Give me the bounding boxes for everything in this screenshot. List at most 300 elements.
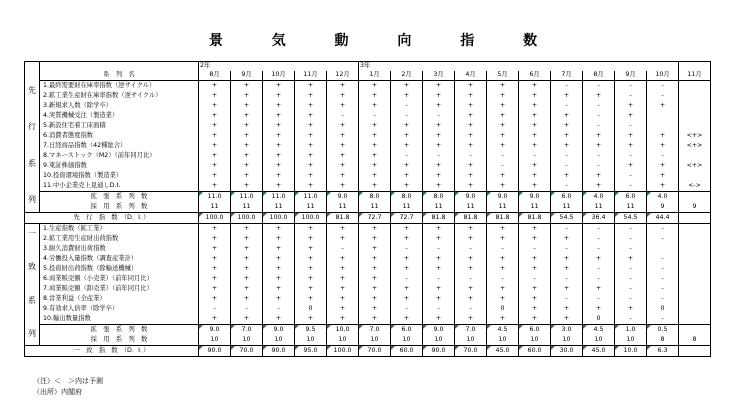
coincident-row: [25, 264, 711, 274]
sign-cell: +: [359, 141, 391, 151]
sign-cell: +: [551, 304, 583, 314]
sign-cell: [679, 151, 711, 161]
sign-cell: +: [583, 131, 615, 141]
sign-cell: +: [455, 141, 487, 151]
di-cell: 72.7: [391, 213, 423, 224]
sign-cell: [679, 284, 711, 294]
sign-cell: -: [647, 254, 679, 264]
sign-cell: +: [423, 294, 455, 304]
adopt-cell: 11: [199, 202, 231, 213]
year-cell: [455, 62, 487, 72]
expand-cell: 7.0: [455, 325, 487, 336]
sign-cell: +: [327, 141, 359, 151]
sign-cell: -: [391, 151, 423, 161]
leading-series-name: 2.鉱工業生産財在庫率指数（逆サイクル）: [40, 91, 199, 101]
sign-cell: +: [551, 284, 583, 294]
sign-cell: +: [391, 234, 423, 244]
sign-cell: -: [615, 294, 647, 304]
sign-cell: +: [647, 181, 679, 192]
sign-cell: +: [295, 244, 327, 254]
sign-cell: +: [423, 91, 455, 101]
sign-cell: +: [487, 284, 519, 294]
expand-cell: 7.0: [359, 325, 391, 336]
sign-cell: +: [615, 254, 647, 264]
sign-cell: +: [295, 224, 327, 235]
coincident-series-name: 1.生産指数（鉱工業）: [40, 224, 199, 235]
leading-row: [25, 141, 711, 151]
di-cell: 60.0: [519, 346, 551, 357]
sign-cell: -: [615, 274, 647, 284]
sign-cell: +: [487, 91, 519, 101]
sign-cell: -: [391, 244, 423, 254]
sign-cell: +: [359, 101, 391, 111]
sign-cell: +: [519, 304, 551, 314]
header-corner-name: [40, 62, 199, 72]
sign-cell: -: [615, 171, 647, 181]
leading-row: [25, 151, 711, 161]
coincident-series-name: 9.有効求人倍率（除学卒）: [40, 304, 199, 314]
sign-cell: -: [487, 161, 519, 171]
expand-cell: 9.0: [263, 325, 295, 336]
side-char: 先: [28, 85, 36, 95]
sign-cell: +: [455, 91, 487, 101]
sign-cell: +: [327, 91, 359, 101]
sign-cell: +: [455, 234, 487, 244]
sign-cell: -: [327, 244, 359, 254]
sign-cell: 0: [647, 304, 679, 314]
sign-cell: +: [391, 81, 423, 92]
sign-cell: +: [583, 254, 615, 264]
sign-cell: +: [231, 234, 263, 244]
sign-cell: +: [359, 294, 391, 304]
sign-cell: +: [199, 171, 231, 181]
sign-cell: -: [647, 224, 679, 235]
adopt-cell: 10: [327, 335, 359, 346]
sign-cell: +: [359, 224, 391, 235]
sign-cell: +: [231, 91, 263, 101]
sign-cell: +: [487, 131, 519, 141]
expand-cell: 4.0: [647, 192, 679, 203]
sign-cell: -: [647, 284, 679, 294]
expand-cell: 9.0: [487, 192, 519, 203]
sign-cell: +: [263, 314, 295, 325]
sign-cell: +: [295, 121, 327, 131]
sign-cell: +: [231, 111, 263, 121]
sign-cell: +: [263, 171, 295, 181]
sign-cell: +: [359, 121, 391, 131]
sign-cell: [679, 244, 711, 254]
sign-cell: +: [199, 274, 231, 284]
sign-cell: +: [423, 254, 455, 264]
sign-cell: +: [519, 294, 551, 304]
sign-cell: +: [199, 294, 231, 304]
sign-cell: +: [231, 294, 263, 304]
sign-cell: +: [359, 314, 391, 325]
sign-cell: -: [647, 81, 679, 92]
sign-cell: [679, 274, 711, 284]
di-cell: 30.0: [551, 346, 583, 357]
leading-row: [25, 101, 711, 111]
sign-cell: +: [519, 121, 551, 131]
expand-cell: 10.0: [327, 325, 359, 336]
sign-cell: +: [487, 121, 519, 131]
sign-cell: -: [583, 274, 615, 284]
sign-cell: -: [359, 111, 391, 121]
sign-cell: +: [391, 294, 423, 304]
sign-cell: -: [423, 274, 455, 284]
sign-cell: -: [423, 304, 455, 314]
year-cell: [551, 62, 583, 72]
coincident-row: [25, 254, 711, 264]
sign-cell: +: [295, 131, 327, 141]
sign-cell: +: [551, 234, 583, 244]
di-cell: 90.0: [423, 346, 455, 357]
coincident-row: [25, 314, 711, 325]
sign-cell: +: [391, 254, 423, 264]
note-source: （出所）内閣府: [33, 388, 82, 396]
expand-cell: 9.0: [455, 192, 487, 203]
adopt-cell: 11: [551, 202, 583, 213]
sign-cell: +: [231, 161, 263, 171]
sign-cell: +: [423, 121, 455, 131]
sign-cell: +: [263, 244, 295, 254]
sign-cell: +: [423, 314, 455, 325]
header-corner-side: [25, 62, 40, 81]
sign-cell: +: [295, 141, 327, 151]
adopt-cell: 10: [199, 335, 231, 346]
expand-cell: 6.0: [551, 192, 583, 203]
year-label: 3年: [359, 62, 391, 72]
sign-cell: [679, 234, 711, 244]
series-name-header: 系 列 名: [40, 71, 199, 81]
sign-cell: +: [487, 224, 519, 235]
leading-expand-row: [25, 192, 711, 203]
di-cell: 81.8: [455, 213, 487, 224]
sign-cell: +: [519, 314, 551, 325]
expand-cell: 8.0: [391, 192, 423, 203]
sign-cell: +: [551, 141, 583, 151]
coincident-adopt-row: [25, 335, 711, 346]
sign-cell: +: [455, 161, 487, 171]
sign-cell: +: [359, 151, 391, 161]
leading-row: [25, 171, 711, 181]
sign-cell: +: [583, 304, 615, 314]
sign-cell: +: [263, 181, 295, 192]
di-cell: 90.0: [199, 346, 231, 357]
sign-cell: [647, 244, 679, 254]
sign-cell: +: [583, 91, 615, 101]
sign-cell: -: [551, 274, 583, 284]
adopt-cell: 9: [679, 202, 711, 213]
sign-cell: +: [615, 111, 647, 121]
sign-cell: +: [359, 244, 391, 254]
month-header: 9月: [615, 71, 647, 81]
di-cell: 81.8: [487, 213, 519, 224]
sign-cell: +: [359, 234, 391, 244]
expand-cell: 6.0: [391, 325, 423, 336]
adopt-cell: 9: [647, 202, 679, 213]
sign-cell: +: [231, 131, 263, 141]
sign-cell: +: [519, 284, 551, 294]
sign-cell: +: [263, 224, 295, 235]
side-char: 系: [28, 295, 36, 305]
sign-cell: -: [615, 224, 647, 235]
side-char: 列: [28, 195, 36, 205]
adopt-cell: 11: [295, 202, 327, 213]
adopt-label: 採 用 系 列 数: [40, 202, 199, 213]
expand-cell: [679, 325, 711, 336]
sign-cell: +: [231, 314, 263, 325]
sign-cell: +: [423, 101, 455, 111]
sign-cell: +: [647, 141, 679, 151]
sign-cell: +: [455, 294, 487, 304]
sign-cell: +: [327, 81, 359, 92]
leading-row: [25, 91, 711, 101]
sign-cell: +: [391, 91, 423, 101]
sign-cell: +: [263, 274, 295, 284]
sign-cell: +: [327, 171, 359, 181]
sign-cell: -: [231, 304, 263, 314]
sign-cell: +: [519, 224, 551, 235]
sign-cell: +: [327, 264, 359, 274]
sign-cell: +: [551, 171, 583, 181]
coincident-series-name: 7.商業販売額（卸売業）（前年同月比）: [40, 284, 199, 294]
leading-series-name: 11.中小企業売上見通しD.I.: [40, 181, 199, 192]
adopt-cell: 11: [583, 202, 615, 213]
coincident-series-name: 2.鉱工業用生産財出荷指数: [40, 234, 199, 244]
sign-cell: +: [455, 121, 487, 131]
sign-cell: +: [295, 151, 327, 161]
di-cell: 54.5: [551, 213, 583, 224]
leading-series-name: 7.日経商品指数（42種総合）: [40, 141, 199, 151]
sign-cell: -: [583, 101, 615, 111]
coincident-expand-row: [25, 325, 711, 336]
sign-cell: +: [423, 224, 455, 235]
sign-cell: [679, 264, 711, 274]
year-cell: [327, 62, 359, 72]
sign-cell: +: [647, 171, 679, 181]
expand-cell: 0.5: [647, 325, 679, 336]
sign-cell: +: [423, 234, 455, 244]
sign-cell: +: [519, 101, 551, 111]
sign-cell: +: [391, 224, 423, 235]
sign-cell: +: [295, 254, 327, 264]
sign-cell: +: [455, 81, 487, 92]
sign-cell: -: [551, 101, 583, 111]
sign-cell: +: [359, 91, 391, 101]
sign-cell: +: [615, 101, 647, 111]
adopt-cell: 10: [391, 335, 423, 346]
expand-cell: 8.0: [423, 192, 455, 203]
month-header: 9月: [231, 71, 263, 81]
expand-cell: [679, 192, 711, 203]
coincident-row: [25, 224, 711, 235]
expand-cell: 4.5: [583, 325, 615, 336]
sign-cell: +: [295, 284, 327, 294]
sign-cell: +: [551, 131, 583, 141]
sign-cell: +: [391, 264, 423, 274]
sign-cell: +: [231, 101, 263, 111]
sign-cell: +: [487, 181, 519, 192]
sign-cell: +: [359, 131, 391, 141]
sign-cell: +: [487, 254, 519, 264]
sign-cell: -: [391, 101, 423, 111]
adopt-cell: 10: [519, 335, 551, 346]
sign-cell: +: [519, 171, 551, 181]
sign-cell: -: [423, 151, 455, 161]
sign-cell: +: [487, 314, 519, 325]
sign-cell: +: [519, 141, 551, 151]
sign-cell: +: [615, 161, 647, 171]
sign-cell: +: [455, 181, 487, 192]
adopt-cell: 10: [455, 335, 487, 346]
sign-cell: +: [455, 111, 487, 121]
coincident-row: [25, 274, 711, 284]
sign-cell: +: [359, 161, 391, 171]
sign-cell: +: [327, 314, 359, 325]
sign-cell: -: [615, 91, 647, 101]
expand-cell: 9.0: [519, 192, 551, 203]
leading-di-row: [25, 213, 711, 224]
sign-cell: +: [359, 181, 391, 192]
sign-cell: +: [327, 151, 359, 161]
expand-cell: 11.0: [295, 192, 327, 203]
sign-cell: +: [391, 131, 423, 141]
sign-cell: +: [423, 171, 455, 181]
year-cell: [615, 62, 647, 72]
sign-cell: [647, 121, 679, 131]
coincident-row: [25, 234, 711, 244]
sign-cell: +: [231, 274, 263, 284]
sign-cell: 0: [583, 314, 615, 325]
di-cell: 54.5: [615, 213, 647, 224]
sign-cell: <+>: [679, 161, 711, 171]
sign-cell: +: [199, 224, 231, 235]
di-cell: 6.3: [647, 346, 679, 357]
sign-cell: +: [647, 161, 679, 171]
sign-cell: +: [423, 141, 455, 151]
sign-cell: +: [263, 151, 295, 161]
side-char: 列: [28, 328, 36, 338]
year-label: 2年: [199, 62, 231, 72]
leading-row: [25, 161, 711, 171]
adopt-cell: 11: [327, 202, 359, 213]
sign-cell: +: [519, 254, 551, 264]
sign-cell: +: [519, 91, 551, 101]
sign-cell: -: [647, 314, 679, 325]
sign-cell: -: [647, 294, 679, 304]
sign-cell: +: [199, 151, 231, 161]
sign-cell: -: [647, 151, 679, 161]
sign-cell: +: [359, 254, 391, 264]
leading-row: [25, 81, 711, 92]
sign-cell: +: [359, 81, 391, 92]
sign-cell: -: [615, 81, 647, 92]
sign-cell: +: [455, 131, 487, 141]
di-cell: 95.0: [295, 346, 327, 357]
sign-cell: +: [551, 254, 583, 264]
sign-cell: +: [615, 131, 647, 141]
sign-cell: -: [519, 244, 551, 254]
adopt-cell: 11: [423, 202, 455, 213]
sign-cell: +: [423, 264, 455, 274]
di-cell: [679, 213, 711, 224]
year-cell: [231, 62, 263, 72]
sign-cell: 0: [295, 304, 327, 314]
sign-cell: +: [199, 254, 231, 264]
sign-cell: +: [263, 101, 295, 111]
sign-cell: +: [359, 171, 391, 181]
sign-cell: -: [615, 181, 647, 192]
sign-cell: +: [487, 141, 519, 151]
note-forecast: （注）＜ ＞内は予測: [33, 377, 103, 385]
sign-cell: +: [263, 234, 295, 244]
sign-cell: +: [423, 81, 455, 92]
sign-cell: +: [487, 81, 519, 92]
sign-cell: -: [615, 244, 647, 254]
sign-cell: 0: [487, 304, 519, 314]
sign-cell: +: [615, 141, 647, 151]
coincident-series-name: 8.営業利益（全産業）: [40, 294, 199, 304]
sign-cell: -: [583, 81, 615, 92]
sign-cell: +: [327, 161, 359, 171]
expand-cell: 9.0: [199, 325, 231, 336]
sign-cell: +: [231, 264, 263, 274]
sign-cell: [679, 294, 711, 304]
expand-cell: 3.0: [551, 325, 583, 336]
sign-cell: +: [519, 234, 551, 244]
adopt-cell: 10: [263, 335, 295, 346]
sign-cell: +: [295, 294, 327, 304]
sign-cell: -: [583, 264, 615, 274]
di-cell: 44.4: [647, 213, 679, 224]
sign-cell: +: [199, 81, 231, 92]
di-cell: 45.0: [583, 346, 615, 357]
di-cell: 100.0: [295, 213, 327, 224]
sign-cell: [679, 91, 711, 101]
sign-cell: +: [231, 254, 263, 264]
sign-cell: +: [231, 224, 263, 235]
sign-cell: -: [551, 181, 583, 192]
sign-cell: +: [263, 294, 295, 304]
side-char: 行: [28, 122, 36, 132]
leading-series-name: 1.最終需要財在庫率指数（逆サイクル）: [40, 81, 199, 92]
adopt-cell: 11: [487, 202, 519, 213]
sign-cell: +: [327, 304, 359, 314]
adopt-label: 採 用 系 列 数: [40, 335, 199, 346]
adopt-cell: 10: [231, 335, 263, 346]
sign-cell: +: [295, 264, 327, 274]
sign-cell: +: [199, 264, 231, 274]
sign-cell: -: [455, 151, 487, 161]
sign-cell: -: [647, 264, 679, 274]
di-cell: 60.0: [391, 346, 423, 357]
di-cell: 70.0: [231, 346, 263, 357]
sign-cell: +: [519, 264, 551, 274]
year-cell: [647, 62, 679, 72]
month-header: 2月: [391, 71, 423, 81]
di-cell: 100.0: [327, 346, 359, 357]
leading-side-label: [25, 81, 40, 213]
sign-cell: +: [551, 111, 583, 121]
sign-cell: -: [487, 244, 519, 254]
coincident-row: [25, 244, 711, 254]
sign-cell: -: [647, 91, 679, 101]
sign-cell: -: [615, 284, 647, 294]
sign-cell: +: [391, 181, 423, 192]
di-cell: 90.0: [263, 346, 295, 357]
sign-cell: [679, 81, 711, 92]
